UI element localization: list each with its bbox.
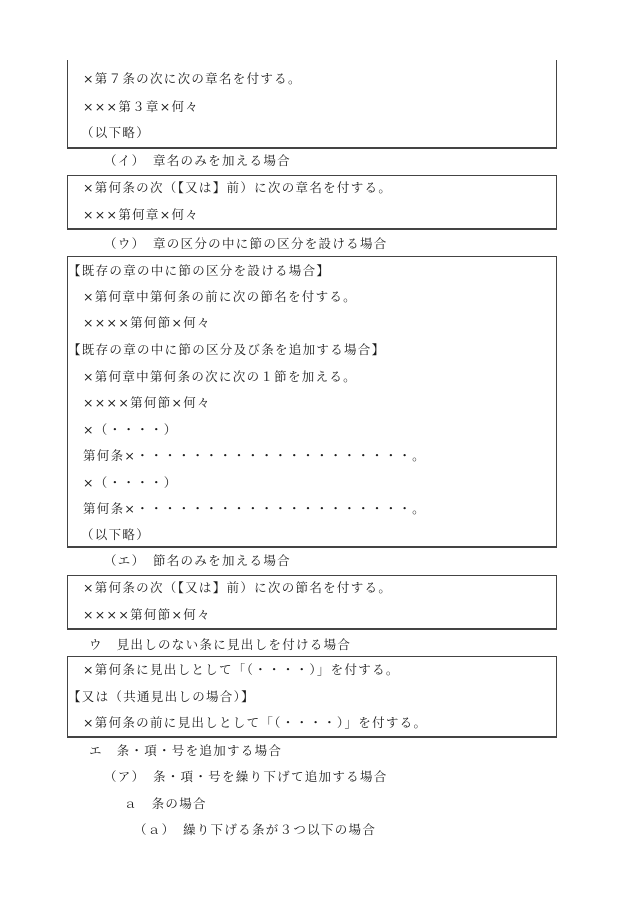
box-line: 第何条×・・・・・・・・・・・・・・・・・・・・。	[83, 501, 426, 516]
box-line: ×第７条の次に次の章名を付する。	[83, 71, 302, 86]
example-box-chapter-insert	[67, 60, 557, 149]
box-line: ×第何条に見出しとして「（・・・・）」を付する。	[83, 662, 400, 677]
section-heading-d1a1: （ａ） 繰り下げる条が３つ以下の場合	[134, 822, 377, 837]
box-line: ××××第何節×何々	[83, 315, 211, 330]
section-heading-e: （エ） 節名のみを加える場合	[104, 553, 291, 568]
box-line: ××××第何節×何々	[83, 395, 211, 410]
section-heading-c: ウ 見出しのない条に見出しを付ける場合	[89, 637, 352, 652]
box-line: ×××第何章×何々	[83, 207, 200, 222]
example-box-section-name	[67, 575, 557, 630]
section-heading-d1: （ア） 条・項・号を繰り下げて追加する場合	[104, 769, 388, 784]
section-heading-i: （イ） 章名のみを加える場合	[104, 153, 291, 168]
box-line: ×第何章中第何条の次に次の１節を加える。	[83, 369, 357, 384]
example-box-chapter-name	[67, 175, 557, 230]
box-line: 【既存の章の中に節の区分及び条を追加する場合】	[68, 342, 386, 357]
section-heading-u: （ウ） 章の区分の中に節の区分を設ける場合	[104, 236, 388, 251]
box-line: 第何条×・・・・・・・・・・・・・・・・・・・・。	[83, 448, 426, 463]
box-line: （以下略）	[81, 527, 151, 542]
section-heading-d1a: ａ 条の場合	[124, 796, 207, 811]
box-line: ×（・・・・）	[83, 422, 178, 437]
box-line: ×第何条の前に見出しとして「（・・・・）」を付する。	[83, 715, 428, 730]
example-box-section-in-chapter	[67, 256, 557, 548]
box-line: （以下略）	[81, 125, 151, 140]
box-line: ×××第３章×何々	[83, 99, 200, 114]
box-line: ×（・・・・）	[83, 475, 178, 490]
box-line: ×第何条の次（【又は】前）に次の章名を付する。	[83, 180, 393, 195]
box-line: ×第何条の次（【又は】前）に次の節名を付する。	[83, 580, 393, 595]
box-line: 【既存の章の中に節の区分を設ける場合】	[68, 263, 331, 278]
section-heading-d: エ 条・項・号を追加する場合	[89, 743, 283, 758]
box-line: ×第何章中第何条の前に次の節名を付する。	[83, 289, 357, 304]
box-line: 【又は（共通見出しの場合）】	[68, 689, 255, 704]
box-line: ××××第何節×何々	[83, 607, 211, 622]
example-box-article-caption	[67, 656, 557, 738]
